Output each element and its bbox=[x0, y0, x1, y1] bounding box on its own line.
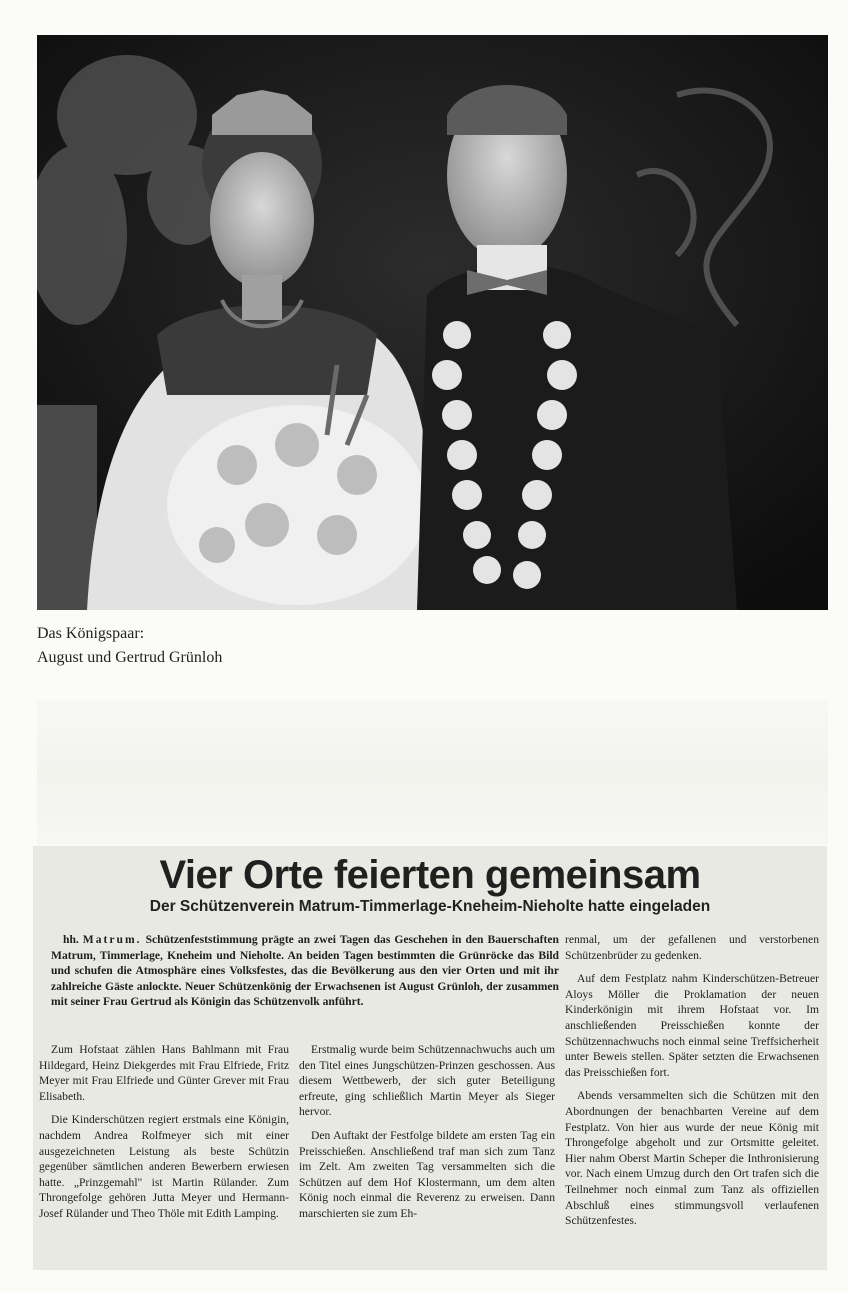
column-3-paragraph: renmal, um der gefallenen und verstorbenen Schützenbrüder zu gedenken. bbox=[565, 933, 819, 962]
lead-dateline: Matrum. bbox=[82, 933, 142, 946]
photo-icon bbox=[37, 35, 828, 610]
lead-prefix: hh. bbox=[63, 933, 79, 946]
article-column-2 bbox=[299, 1042, 555, 1230]
article-lead bbox=[51, 932, 559, 1018]
column-1-paragraph: Zum Hofstaat zählen Hans Bahlmann mit Frau Hildegard, Heinz Diekgerdes mit Frau Elfriede, Fritz Meyer mit Frau Elfriede und Günter Grever mit Frau Elisabeth. bbox=[39, 1043, 289, 1103]
column-2-paragraph: Den Auftakt der Festfolge bildete am ersten Tag ein Preisschießen. Anschließend traf man sich zum Tanz im Zelt. Am zweiten Tag versammelten sich die Schützen auf dem Hof Klostermann, um dem alten König noch einmal die Reverenz zu erweisen. Dann marschierten sie zum Eh- bbox=[299, 1128, 555, 1220]
caption-line-1: Das Königspaar: bbox=[37, 625, 145, 642]
article-column-1 bbox=[39, 1042, 289, 1230]
royal-couple-photo bbox=[37, 35, 828, 610]
column-1-paragraph: Die Kinderschützen regiert erstmals eine Königin, nachdem Andrea Rolfmeyer sich mit einer ausgezeichneten Leistung als beste Schützin gegenüber sämtlichen anderen Bewerbern erwiesen hatte. „Prinzgemahl" ist Martin Rülander. Zum Throngefolge gehören Jutta Meyer und Hermann-Josef Rülander und Theo Thöle mit Edith Lamping. bbox=[39, 1113, 289, 1220]
photo-caption bbox=[37, 622, 437, 670]
faded-background-area bbox=[37, 700, 828, 845]
column-3-paragraph: Abends versammelten sich die Schützen mit den Abordnungen der benachbarten Vereine auf dem Festplatz. Von hier aus wurde der neue König mit Throngefolge abgeholt und zur Ortsmitte geleitet. Hier nahm Oberst Martin Scheper die Inthronisierung vor. Nach einem Umzug durch den Ort trafen sich die Teilnehmer noch einmal zum Tanz als offiziellen Abschluß eines stimmungsvoll verlaufenen Schützenfestes. bbox=[565, 1089, 819, 1228]
column-2-paragraph: Erstmalig wurde beim Schützennachwuchs auch um den Titel eines Jungschützen-Prinzen geschossen. Aus diesem Wettbewerb, der sich guter Beteiligung erfreute, ging schließlich Martin Meyer als Sieger hervor. bbox=[299, 1043, 555, 1119]
article-column-3 bbox=[565, 932, 819, 1237]
column-3-paragraph: Auf dem Festplatz nahm Kinderschützen-Betreuer Aloys Möller die Proklamation der neuen Kinderkönigin mit ihrem Hofstaat vor. Im anschließenden Preisschießen konnte der Schützennachwuchs noch einmal seine Treffsicherheit unter Beweis stellen. Später setzten die Erwachsenen das Preisschießen fort. bbox=[565, 972, 819, 1079]
article-subheadline: Der Schützenverein Matrum-Timmerlage-Kneheim-Nieholte hatte eingeladen bbox=[149, 898, 711, 915]
newspaper-clipping bbox=[33, 846, 827, 1270]
caption-line-2: August und Gertrud Grünloh bbox=[37, 649, 223, 666]
article-headline: Vier Orte feierten gemeinsam bbox=[159, 853, 701, 897]
lead-text: Schützenfeststimmung prägte an zwei Tagen das Geschehen in den Bauerschaften Matrum, Timmerlage, Kneheim und Nieholte. An beiden Tagen bestimmten die Grünröcke das Bild und schufen die Atmosphäre eines Volksfestes, das die Bevölkerung aus den vier Orten und mit ihr zahlreiche Gäste anlockte. Neuer Schützenkönig der Erwachsenen ist August Grünloh, der zusammen mit seiner Frau Gertrud als Königin das Schützenvolk anführt. bbox=[51, 933, 559, 1009]
